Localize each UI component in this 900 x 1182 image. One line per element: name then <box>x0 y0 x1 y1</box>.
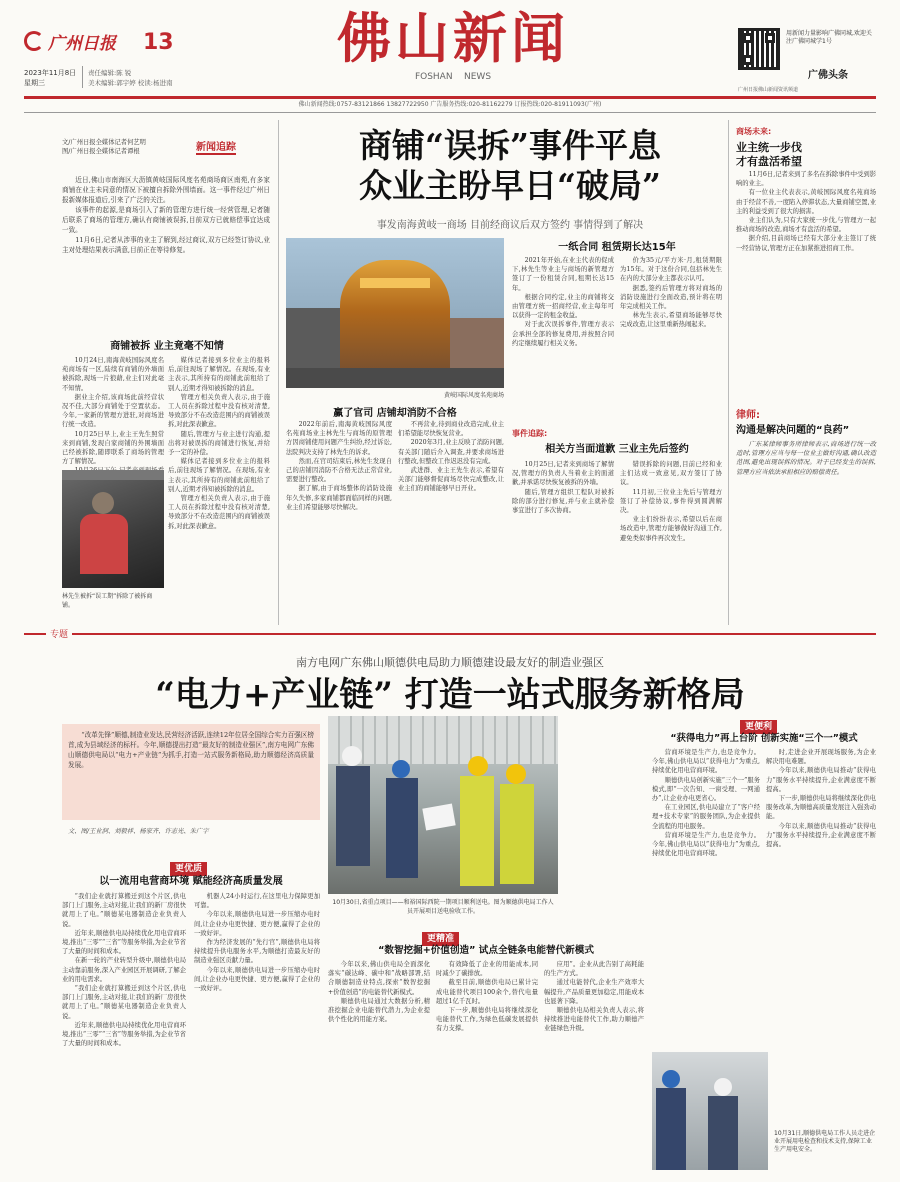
middle-col-3-paragraph: 2021年开始,在业主代表的促成下,林先生等业主与商场的新管理方签订了一份租赁合同,租期长达15年。 <box>512 257 614 292</box>
feature-col-4-paragraph: 下一步,顺德供电局将继续深化电能替代工作,为绿色低碳发展提供有力支撑。 <box>436 1007 538 1033</box>
feature-col-4-paragraph: 有效降低了企业的用能成本,同时减少了碳排放。 <box>436 961 538 978</box>
feature-col-6-paragraph: 顺德供电局创新实施“三个一”服务模式,即“一次告知、一窗受理、一网通办”,让企业办电更省心。 <box>652 776 760 803</box>
middle-col-4-paragraph: 据悉,签约后管理方将对商场的消防设施进行全面改造,预计将在明年完成相关工作。 <box>620 284 722 311</box>
feature-col-7 <box>766 748 876 1058</box>
sub-2-kicker: 更精准 <box>422 932 459 946</box>
headline-deck: 事发南海黄岐一商场 目前经商议后双方签约 事情得到了解决 <box>376 220 644 231</box>
feature-byline: 文、图/王业润、刘毅祥、杨家齐、许志光、朱广宇 <box>68 828 209 835</box>
middle-col-3 <box>512 256 614 424</box>
feature-col-2-paragraph: 作为经济发展的“先行官”,顺德供电局将持续提升供电服务水平,为顺德打造最友好的制造业强区贡献力量。 <box>194 939 320 965</box>
byline: 文/广州日报全媒体记者何艺明 图/广州日报全媒体记者谭根 <box>62 139 146 155</box>
masthead <box>0 0 900 100</box>
middle-col-3-paragraph: 对于此次误拆事件,管理方表示会承担全部的修复费用,并按照合同约定继续履行相关义务。 <box>512 321 614 347</box>
middle-col-4-paragraph: 林先生表示,希望商场能够尽快完成改造,让这里重新热闹起来。 <box>620 312 722 329</box>
feature-col-3-paragraph: 顺德供电局通过大数据分析,精准挖掘企业电能替代潜力,为企业提供个性化的用能方案。 <box>328 997 430 1024</box>
intro-paragraph: 11月6日,记者从涉事的业主了解到,经过商议,双方已经签订协议,业主对处理结果表示满意,目前正在等待修复。 <box>62 236 270 254</box>
lawyer-body: 广东某律师事务所律师表示,商场进行统一改造时,管理方应当与每一位业主做好沟通,确认改造范围,避免出现误拆的情况。对于已经发生的误拆,管理方应当依法承担相应的赔偿责任。 <box>736 441 876 476</box>
feature-col-2-paragraph: 机器人24小时运行,在这里电力保障更加可靠。 <box>194 893 320 910</box>
middle-col-6-paragraph: 业主们纷纷表示,希望以后在商场改造中,管理方能够做好沟通工作,避免类似事件再次发生。 <box>620 516 722 542</box>
col-b-paragraph: 随后,管理方与业主进行沟通,提出将对被误拆的商铺进行恢复,并给予一定的补偿。 <box>168 430 270 457</box>
middle-col-5-paragraph: 随后,管理方组织工程队对被拆除的部分进行修复,并与业主就补偿事宜进行了多次协商。 <box>512 488 614 515</box>
issue-date: 2023年11月8日 <box>24 69 77 77</box>
qr-brand: 广佛头条 <box>808 70 848 81</box>
sub-1-title: 以一流用电营商环境 赋能经济高质量发展 <box>99 876 283 887</box>
middle-col-1-paragraph: 据了解,由于商场整体的消防设施年久失修,多家商铺都面临同样的问题,业主们希望能够尽快解决。 <box>286 485 392 511</box>
qr-code[interactable] <box>738 28 780 70</box>
intro-paragraph: 该事件的起源,是商场引入了新的管理方进行统一经营管理,记者随后联系了商场的管理方,确认有商铺被误拆,目前双方已就赔偿事宜达成一致。 <box>62 206 270 234</box>
feature-col-1-paragraph: 在新一轮的产业转型升级中,顺德供电局主动靠前服务,深入产业园区开展调研,了解企业的用电需求。 <box>62 957 186 983</box>
right-title-2: 才有盘活希望 <box>736 155 802 168</box>
right-kicker: 商场未来: <box>736 127 772 136</box>
sub-2-title: “数智挖掘+价值创造” 试点全链条电能替代新模式 <box>378 945 594 956</box>
subhead-apology: 相关方当面道歉 三业主先后签约 <box>545 444 689 455</box>
feature-col-7-paragraph: 时,走进企业开展现场服务,为企业解决用电难题。 <box>766 749 876 766</box>
feature-col-6-paragraph: 营商环境是生产力,也是竞争力。今年,佛山供电局以“获得电力”为重点,持续优化用电营商环境。 <box>652 831 760 858</box>
lawyer-kicker: 律师: <box>736 410 760 421</box>
subhead-won-lawsuit: 赢了官司 店铺却消防不合格 <box>333 408 457 419</box>
middle-col-4 <box>620 256 722 424</box>
feature-headline: “电力+产业链” 打造一站式服务新格局 <box>155 675 745 715</box>
middle-col-3-paragraph: 根据合同约定,业主的商铺将交由管理方统一招商经营,业主每年可以获得一定的租金收益。 <box>512 293 614 320</box>
headline-line-1: 商铺“误拆”事件平息 <box>359 126 661 165</box>
middle-col-6-paragraph: 错误拆除的问题,目前已经和业主们达成一致意见,双方签订了协议。 <box>620 461 722 487</box>
intro-paragraph: 近日,佛山市南海区大沥镇黄岐国际风度名苑商场商区南苑,有多家商铺在业主未同意的情况下被擅自拆除外围墙面。这一事件经过广州日报新媒体报道后,引来了广泛的关注。 <box>62 176 270 204</box>
feature-col-6 <box>652 748 760 1048</box>
middle-col-2-paragraph: 2020年3月,业主反映了消防问题,有关部门随后介入调查,并要求商场进行整改,但整改工作迟迟没有完成。 <box>398 439 504 465</box>
col-b-paragraph: 媒体记者接到多位业主的报料后,前往现场了解情况。在现场,有业主表示,其所持有的商铺此前租给了别人,近期才得知被拆除的消息。 <box>168 357 270 392</box>
middle-col-4-paragraph: 价为35元/平方米·月,租赁期限为15年。对于这份合同,包括林先生在内的大部分业主都表示认可。 <box>620 257 722 283</box>
paper-name: 广州日报 <box>48 33 116 54</box>
col-b-paragraph: 媒体记者接到多位业主的报料后,前往现场了解情况。在现场,有业主表示,其所持有的商铺此前租给了别人,近期才得知被拆除的消息。 <box>168 458 270 493</box>
contact-line: 佛山新闻热线:0757-83121866 13827722950 广告服务热线:020-81162279 订报热线:020-81911093(广州) <box>298 101 602 108</box>
feature-col-1-paragraph: 近年来,顺德供电局持续优化用电营商环境,推出“三零”“三省”等服务举措,为企业节省了大量的时间和成本。 <box>62 1021 186 1048</box>
right-paragraph: 11月6日,记者来到了多名在拆除事件中受到影响的业主。 <box>736 171 876 188</box>
workers-photo-caption: 10月30日,省重点项目——和裕国际西院一期项目顺利送电。图为顺德供电局工作人员开展项目送电验收工作。 <box>332 899 554 915</box>
qr-caption: 广州日报佛山新闻资讯频道 <box>738 87 799 93</box>
middle-col-1 <box>286 420 392 585</box>
feature-col-4-paragraph: 截至目前,顺德供电局已累计完成电能替代项目100余个,替代电量超过1亿千瓦时。 <box>436 979 538 1005</box>
col-a <box>62 356 164 466</box>
page-number: 13 <box>143 30 174 55</box>
feature-col-7-paragraph: 下一步,顺德供电局将继续深化供电服务改革,为顺德高质量发展注入强劲动能。 <box>766 795 876 821</box>
col-b-paragraph: 管理方相关负责人表示,由于施工人员在拆除过程中没有核对清楚,导致部分不在改造范围内的商铺被误拆,对此深表歉意。 <box>168 495 270 530</box>
feature-col-1-paragraph: “我们企业就打算搬迁到这个片区,供电部门上门服务,主动对接,让我们的新厂房很快就用上了电。”顺德某电器制造企业负责人说。 <box>62 985 186 1020</box>
kicker-label: 新闻追踪 <box>196 142 236 153</box>
section-pinyin: FOSHAN NEWS <box>414 72 492 82</box>
right-paragraph: 业主们认为,只有大家统一步伐,与管理方一起推动商场的改造,商场才有盘活的希望。 <box>736 217 876 234</box>
middle-col-5 <box>512 460 614 588</box>
feature-col-4 <box>436 960 538 1172</box>
feature-col-6-paragraph: 在工业园区,供电局建立了“客户经理+技术专家”的服务团队,为企业提供全流程的用电服务。 <box>652 804 760 830</box>
feature-kicker: 南方电网广东佛山顺德供电局助力顺德建设最友好的制造业强区 <box>296 656 604 669</box>
sub-3-kicker: 更便利 <box>740 720 777 734</box>
feature-band <box>24 627 876 641</box>
feature-col-1-paragraph: “我们企业就打算搬迁到这个片区,供电部门上门服务,主动对接,让我们的新厂房很快就用上了电。”顺德某电器制造企业负责人说。 <box>62 893 186 928</box>
col-a-paragraph: 10月24日,南海黄岐国际风度名苑商场有一区,陆续有商铺的外墙面被拆除,现场一片狼藉,业主们对此毫不知情。 <box>62 357 164 392</box>
subhead-contract: 一纸合同 租赁期长达15年 <box>558 242 676 253</box>
feature-col-2-paragraph: 今年以来,顺德供电局进一步压缩办电时间,让企业办电更快捷、更方便,赢得了企业的一致好评。 <box>194 966 320 993</box>
subhead-tracking-kicker: 事件追踪: <box>512 429 548 438</box>
right-paragraph: 有一位业主代表表示,黄岐国际风度名苑商场由于经营不善,一度陷入停滞状态,大量商铺空置,业主的利益受到了很大的损害。 <box>736 189 876 215</box>
middle-col-2-paragraph: 不再营业,待到商业改造完成,业主们希望能尽快恢复营业。 <box>398 421 504 438</box>
middle-col-5-paragraph: 10月25日,记者来到商场了解情况,管理方的负责人当着业主的面道歉,并承诺尽快恢复被拆的外墙。 <box>512 461 614 487</box>
feature-col-2 <box>194 892 320 1172</box>
design-line: 美术编辑:郭宇婷 校读:杨进南 <box>88 79 173 87</box>
feature-col-5 <box>544 960 644 1172</box>
feature-intro: “改革先锋”顺德,制造业发达,民营经济活跃,连续12年位居全国综合实力百强区榜首,成为县域经济的标杆。今年,顺德提出打造“最友好的制造业强区”,南方电网广东佛山顺德供电局以“电力+产业链”为抓手,打造一站式服务新格局,助力顺德经济高质量发展。 <box>68 731 314 769</box>
feature-col-3 <box>328 960 430 1172</box>
editor-line: 责任编辑:陈 锐 <box>88 69 132 77</box>
inspection-photo-caption: 10月31日,顺德供电局工作人员走进企业开展用电检查和技术支持,保障工业生产用电安全。 <box>774 1130 876 1153</box>
kicker-news-tracking <box>196 135 236 154</box>
feature-col-7-paragraph: 今年以来,顺德供电局推动“获得电力”服务水平持续提升,企业满意度不断提高。 <box>766 822 876 849</box>
col-b-paragraph: 管理方相关负责人表示,由于施工人员在拆除过程中没有核对清楚,导致部分不在改造范围内的商铺被误拆,对此深表歉意。 <box>168 393 270 429</box>
feature-col-6-paragraph: 营商环境是生产力,也是竞争力。今年,佛山供电局以“获得电力”为重点,持续优化用电营商环境。 <box>652 749 760 775</box>
feature-band-label: 专题 <box>46 627 72 640</box>
mall-photo <box>286 238 504 388</box>
col-b <box>168 356 270 626</box>
lawyer-title: 沟通是解决问题的“良药” <box>736 425 850 436</box>
feature-col-3-paragraph: 今年以来,佛山供电局全面深化落实“碳达峰、碳中和”战略部署,结合顺德制造业特点,探索“数智挖掘+价值创造”的电能替代新模式。 <box>328 961 430 996</box>
owner-photo <box>62 470 164 588</box>
owner-photo-caption: 林先生被拆“误工期”拆除了被拆商铺。 <box>62 593 153 609</box>
subhead-shop-demolished: 商铺被拆 业主竟毫不知情 <box>110 341 224 352</box>
middle-col-6-paragraph: 11月初,三位业主先后与管理方签订了补偿协议,事件得到圆满解决。 <box>620 488 722 515</box>
feature-col-5-paragraph: 顺德供电局相关负责人表示,将持续推进电能替代工作,助力顺德产业链绿色升级。 <box>544 1007 644 1033</box>
feature-col-7-paragraph: 今年以来,顺德供电局推动“获得电力”服务水平持续提升,企业满意度不断提高。 <box>766 767 876 793</box>
middle-col-1-paragraph: 2022年前后,南海黄岐国际风度名苑商场业主林先生与商场的原管理方因商铺使用问题产生纠纷,经过诉讼,法院判决支持了林先生的诉求。 <box>286 421 392 456</box>
middle-col-2-paragraph: 武进群、业主王先生表示,希望有关部门能够督促商场尽快完成整改,让业主们的商铺能够早日开业。 <box>398 467 504 493</box>
mall-photo-caption: 黄岐国际风度名苑商场 <box>443 392 504 399</box>
sub-1-kicker: 更优质 <box>170 862 207 876</box>
lead-intro <box>62 175 270 330</box>
logo-swoosh-icon <box>24 31 44 51</box>
middle-col-6 <box>620 460 722 588</box>
col-a-paragraph: 10月25日早上,业主王先生照常来到商铺,发现自家商铺的外围墙面已经被拆除,随即联系了商场的管理方了解情况。 <box>62 430 164 466</box>
middle-col-2 <box>398 420 504 585</box>
feature-col-1-paragraph: 近年来,顺德供电局持续优化用电营商环境,推出“三零”“三省”等服务举措,为企业节省了大量的时间和成本。 <box>62 929 186 956</box>
feature-col-1 <box>62 892 186 1172</box>
feature-col-5-paragraph: 应用”。企业从此告别了高耗能的生产方式。 <box>544 961 644 978</box>
workers-photo <box>328 716 558 894</box>
headline-line-2: 众业主盼早日“破局” <box>359 166 661 205</box>
issue-weekday: 星期三 <box>24 79 45 87</box>
inspection-photo <box>652 1052 768 1170</box>
right-paragraph: 据介绍,目前商场已经有大部分业主签订了统一经营协议,管理方正在加紧推进招商工作。 <box>736 235 876 252</box>
right-title-1: 业主统一步伐 <box>736 141 802 154</box>
section-title: 佛山新闻 <box>337 6 569 70</box>
feature-col-2-paragraph: 今年以来,顺德供电局进一步压缩办电时间,让企业办电更快捷、更方便,赢得了企业的一致好评。 <box>194 911 320 937</box>
right-body <box>736 170 876 400</box>
qr-text: 用新闻力量影响广佛同城,欢迎关注广佛同城学1号 <box>786 30 872 45</box>
feature-col-5-paragraph: 通过电能替代,企业生产效率大幅提升,产品质量更加稳定,用能成本也显著下降。 <box>544 979 644 1005</box>
sub-3-title: “获得电力”再上台阶 创新实施“三个一”模式 <box>670 733 858 744</box>
paper-logo <box>24 28 144 54</box>
middle-col-1-paragraph: 然而,在官司结束后,林先生发现自己的店铺因消防不合格无法正常营业,需要进行整改。 <box>286 457 392 484</box>
col-a-paragraph: 据业主介绍,该商场此前经营状况不佳,大部分商铺处于空置状态。今年,一家新的管理方进驻,对商场进行统一改造。 <box>62 393 164 429</box>
